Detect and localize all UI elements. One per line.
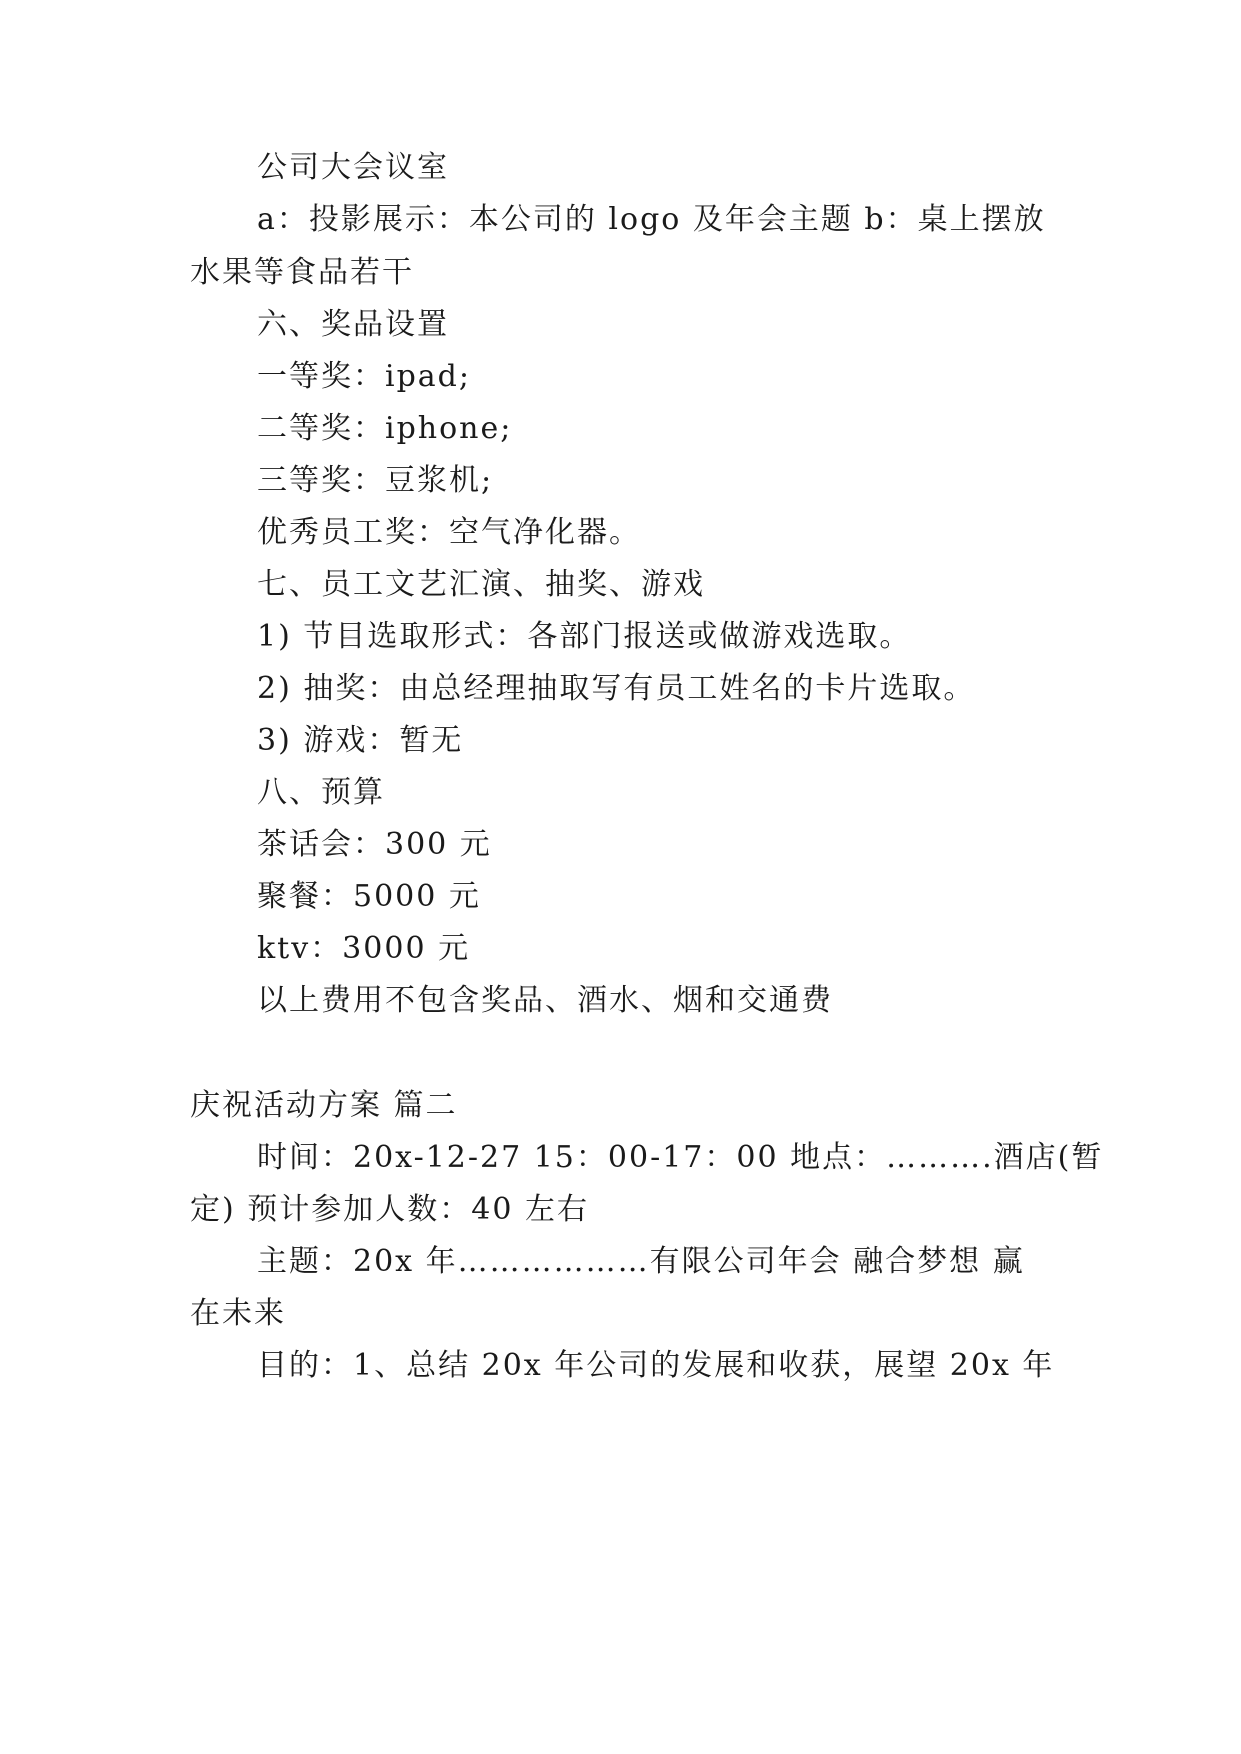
theme-line-2: 在未来: [190, 1296, 286, 1331]
program-item-3: 3) 游戏：暂无: [257, 723, 464, 758]
budget-tea-party: 茶话会：300 元: [257, 827, 492, 862]
prize-second: 二等奖：iphone;: [257, 411, 513, 446]
time-line-1: 时间：20x-12-27 15：00-17：00 地点：……….酒店(暂: [257, 1140, 1104, 1175]
program-item-1: 1) 节目选取形式：各部门报送或做游戏选取。: [257, 619, 912, 654]
budget-dinner: 聚餐：5000 元: [257, 879, 481, 914]
decor-line-1: a：投影展示：本公司的 logo 及年会主题 b：桌上摆放: [257, 202, 1046, 237]
section-title: 庆祝活动方案 篇二: [190, 1088, 458, 1123]
prize-excellent-employee: 优秀员工奖：空气净化器。: [257, 515, 641, 550]
time-line-2: 定) 预计参加人数：40 左右: [190, 1192, 589, 1227]
prizes-heading: 六、奖品设置: [257, 307, 449, 342]
budget-note: 以上费用不包含奖品、酒水、烟和交通费: [257, 983, 833, 1018]
prize-first: 一等奖：ipad;: [257, 359, 471, 394]
budget-heading: 八、预算: [257, 775, 385, 810]
program-item-2: 2) 抽奖：由总经理抽取写有员工姓名的卡片选取。: [257, 671, 976, 706]
decor-line-2: 水果等食品若干: [190, 255, 414, 290]
purpose-line-1: 目的：1、总结 20x 年公司的发展和收获，展望 20x 年: [257, 1348, 1055, 1383]
prize-third: 三等奖：豆浆机;: [257, 463, 494, 498]
program-heading: 七、员工文艺汇演、抽奖、游戏: [257, 567, 705, 602]
venue-line: 公司大会议室: [257, 150, 449, 185]
theme-line-1: 主题：20x 年………………有限公司年会 融合梦想 赢: [257, 1244, 1025, 1279]
budget-ktv: ktv：3000 元: [257, 931, 471, 966]
